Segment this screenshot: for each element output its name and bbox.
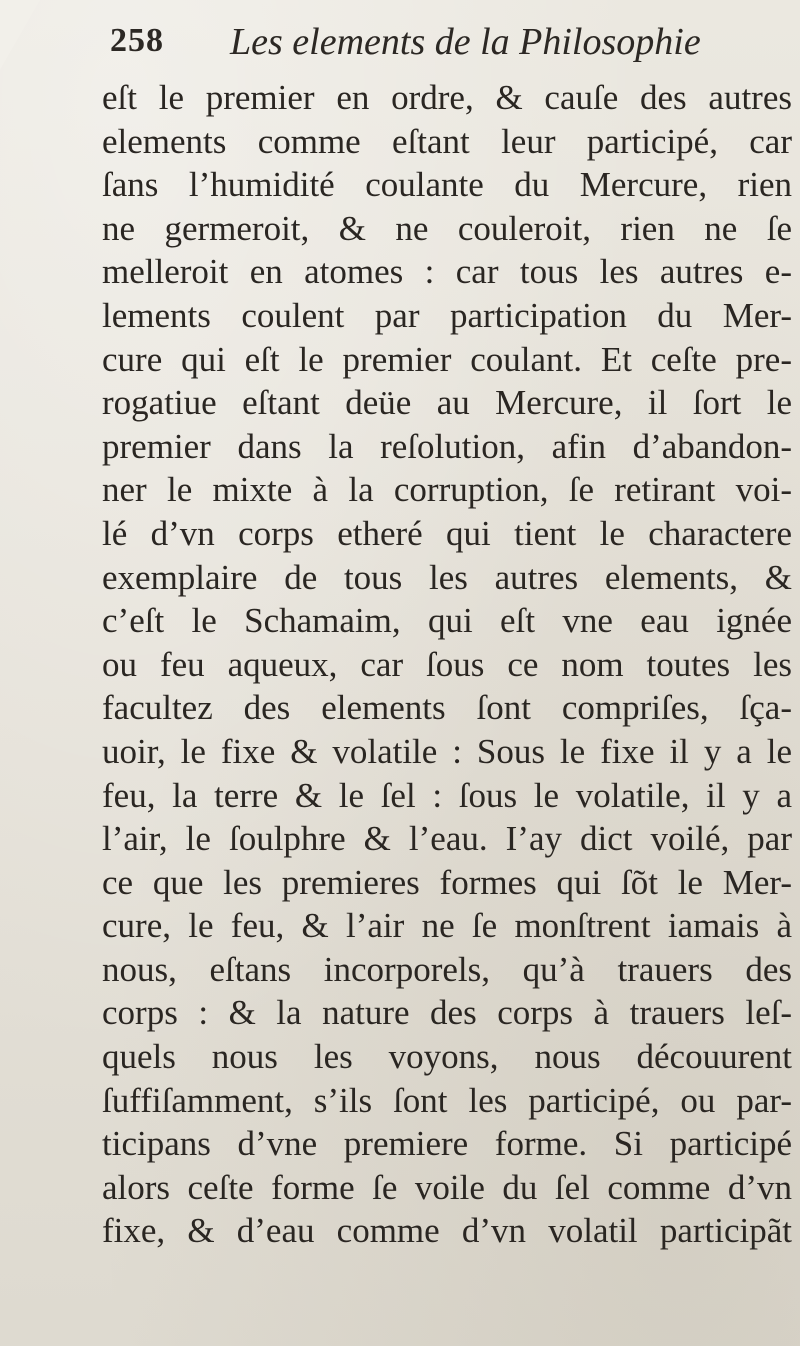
text-line: ſuffiſamment, s’ils ſont les participé, ou par- (102, 1080, 792, 1120)
text-line: ou feu aqueux, car ſous ce nom toutes les (102, 644, 792, 684)
text-line: feu, la terre & le ſel : ſous le volatile, il y a (102, 775, 792, 815)
text-line: ner le mixte à la corruption, ſe retirant voi- (102, 470, 792, 510)
text-line: exemplaire de tous les autres elements, & (102, 557, 792, 597)
text-line: cure qui eſt le premier coulant. Et ceſte pre- (102, 339, 792, 379)
text-line: elements comme eſtant leur participé, car (102, 121, 792, 161)
text-line: lements coulent par participation du Mer- (102, 295, 792, 335)
text-line: fixe, & d’eau comme d’vn volatil participãt (102, 1211, 792, 1251)
page-header (110, 14, 710, 74)
text-line: alors ceſte forme ſe voile du ſel comme d’vn (102, 1167, 792, 1207)
body-text (102, 76, 792, 1253)
text-line: ce que les premieres formes qui ſõt le Mer- (102, 862, 792, 902)
text-line: l’air, le ſoulphre & l’eau. I’ay dict voilé, par (102, 819, 792, 859)
paper-corner-fold (0, 0, 40, 70)
text-line: c’eſt le Schamaim, qui eſt vne eau ignée (102, 601, 792, 641)
running-title: Les elements de la Philosophie (230, 21, 701, 63)
text-line: nous, eſtans incorporels, qu’à trauers des (102, 949, 792, 989)
text-line: lé d’vn corps etheré qui tient le charactere (102, 513, 792, 553)
text-line: ne germeroit, & ne couleroit, rien ne ſe (102, 208, 792, 248)
text-line: uoir, le fixe & volatile : Sous le fixe il y a le (102, 731, 792, 771)
text-line: premier dans la reſolution, afin d’abandon- (102, 426, 792, 466)
text-line: cure, le feu, & l’air ne ſe monſtrent iamais à (102, 906, 792, 946)
text-line: corps : & la nature des corps à trauers leſ- (102, 993, 792, 1033)
text-line: rogatiue eſtant deüe au Mercure, il ſort le (102, 383, 792, 423)
text-line: ſans l’humidité coulante du Mercure, rien (102, 165, 792, 205)
text-line: melleroit en atomes : car tous les autres e- (102, 252, 792, 292)
text-line: facultez des elements ſont compriſes, ſça- (102, 688, 792, 728)
text-line: eſt le premier en ordre, & cauſe des autres (102, 78, 792, 117)
text-line: ticipans d’vne premiere forme. Si participé (102, 1124, 792, 1164)
text-line: quels nous les voyons, nous découurent (102, 1037, 792, 1077)
page-number: 258 (110, 22, 164, 59)
